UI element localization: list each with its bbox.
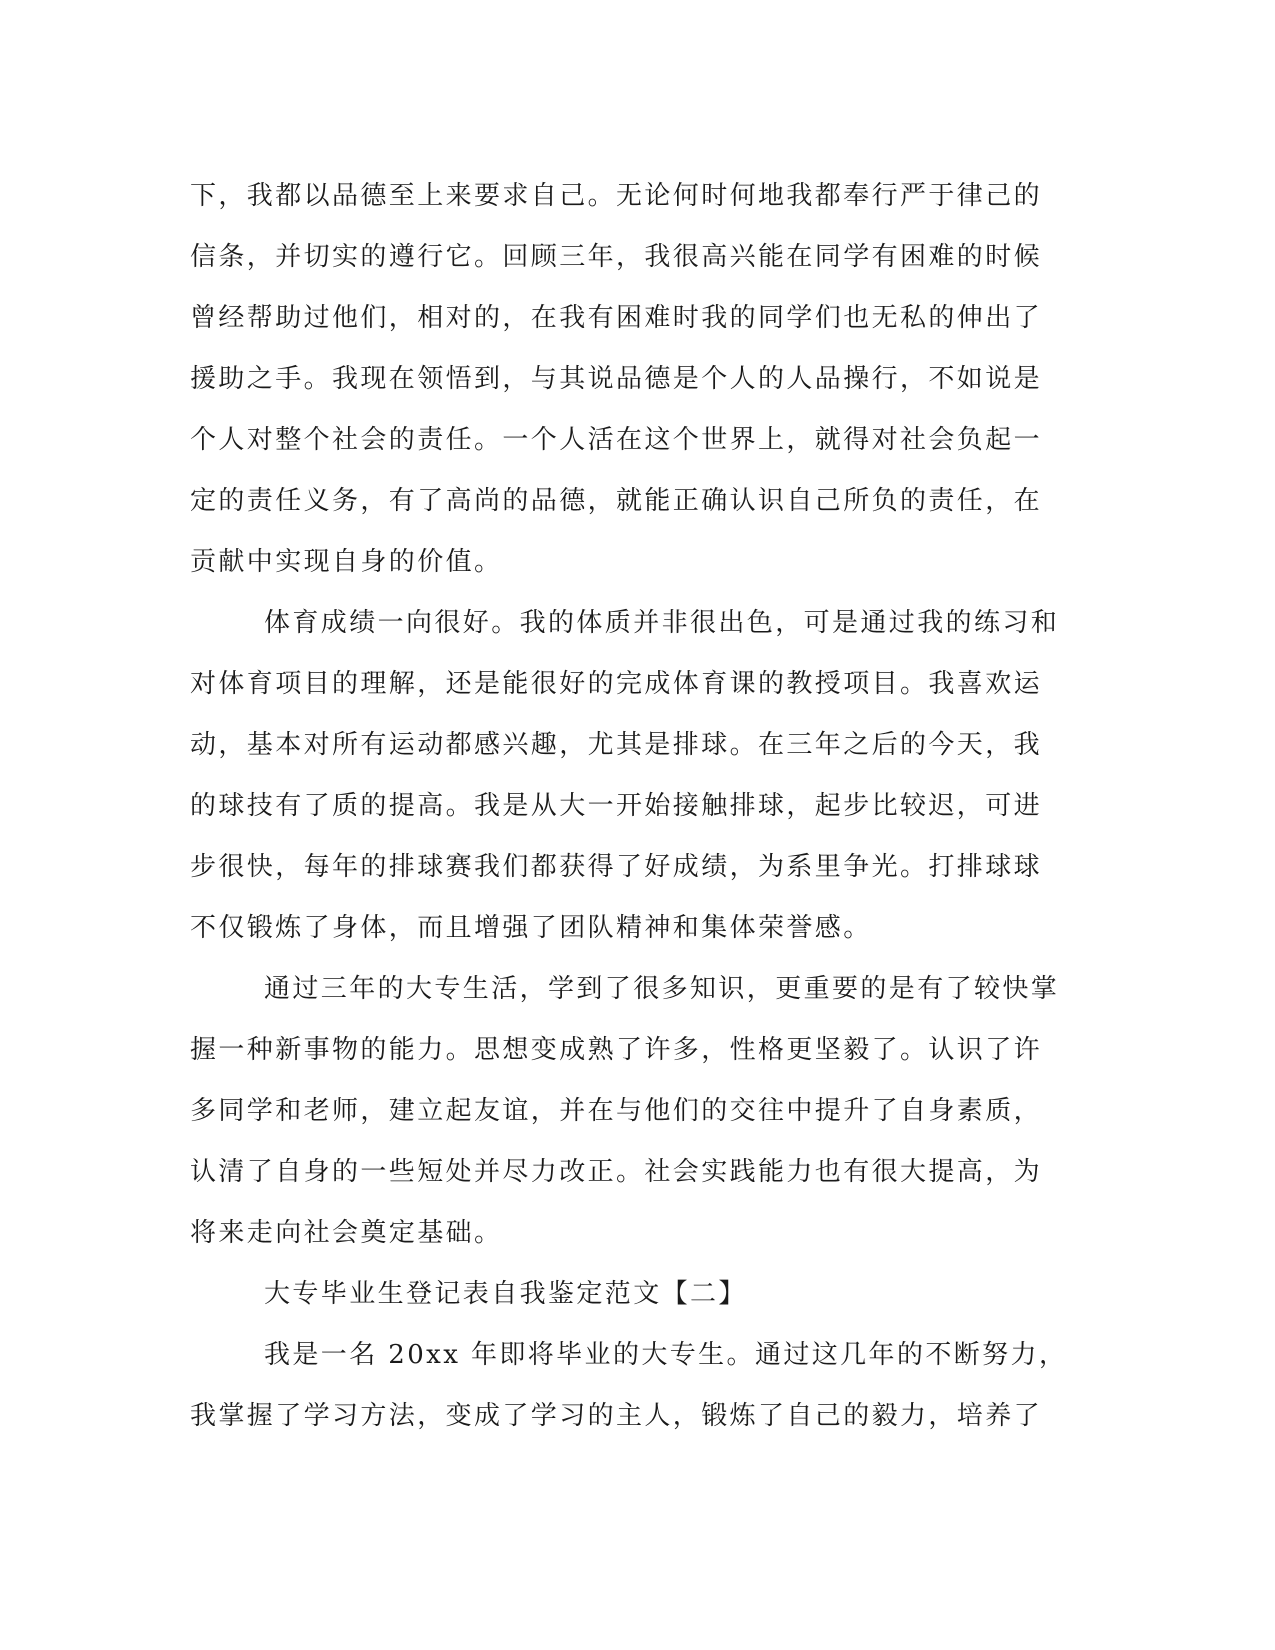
text-line: 认清了自身的一些短处并尽力改正。社会实践能力也有很大提高，为 bbox=[190, 1157, 1043, 1187]
paragraph-start-line: 体育成绩一向很好。我的体质并非很出色，可是通过我的练习和 bbox=[264, 608, 1060, 638]
text-line: 贡献中实现自身的价值。 bbox=[190, 547, 503, 577]
text-line: 动，基本对所有运动都感兴趣，尤其是排球。在三年之后的今天，我 bbox=[190, 730, 1043, 760]
text-line: 对体育项目的理解，还是能很好的完成体育课的教授项目。我喜欢运 bbox=[190, 669, 1043, 699]
text-line: 不仅锻炼了身体，而且增强了团队精神和集体荣誉感。 bbox=[190, 913, 872, 943]
paragraph-start-line: 通过三年的大专生活，学到了很多知识，更重要的是有了较快掌 bbox=[264, 974, 1060, 1004]
text-line: 信条，并切实的遵行它。回顾三年，我很高兴能在同学有困难的时候 bbox=[190, 242, 1043, 272]
text-line: 将来走向社会奠定基础。 bbox=[190, 1218, 503, 1248]
text-line: 步很快，每年的排球赛我们都获得了好成绩，为系里争光。打排球球 bbox=[190, 852, 1043, 882]
text-line: 下，我都以品德至上来要求自己。无论何时何地我都奉行严于律己的 bbox=[190, 181, 1043, 211]
text-line: 个人对整个社会的责任。一个人活在这个世界上，就得对社会负起一 bbox=[190, 425, 1043, 455]
text-line: 曾经帮助过他们，相对的，在我有困难时我的同学们也无私的伸出了 bbox=[190, 303, 1043, 333]
text-line: 我掌握了学习方法，变成了学习的主人，锻炼了自己的毅力，培养了 bbox=[190, 1401, 1043, 1431]
paragraph-start-line: 我是一名 20xx 年即将毕业的大专生。通过这几年的不断努力， bbox=[264, 1340, 1068, 1370]
text-line: 定的责任义务，有了高尚的品德，就能正确认识自己所负的责任，在 bbox=[190, 486, 1043, 516]
text-line: 援助之手。我现在领悟到，与其说品德是个人的人品操行，不如说是 bbox=[190, 364, 1043, 394]
text-line: 多同学和老师，建立起友谊，并在与他们的交往中提升了自身素质， bbox=[190, 1096, 1043, 1126]
body-text bbox=[190, 166, 1090, 1447]
section-heading: 大专毕业生登记表自我鉴定范文【二】 bbox=[264, 1279, 747, 1309]
text-line: 握一种新事物的能力。思想变成熟了许多，性格更坚毅了。认识了许 bbox=[190, 1035, 1043, 1065]
text-line: 的球技有了质的提高。我是从大一开始接触排球，起步比较迟，可进 bbox=[190, 791, 1043, 821]
